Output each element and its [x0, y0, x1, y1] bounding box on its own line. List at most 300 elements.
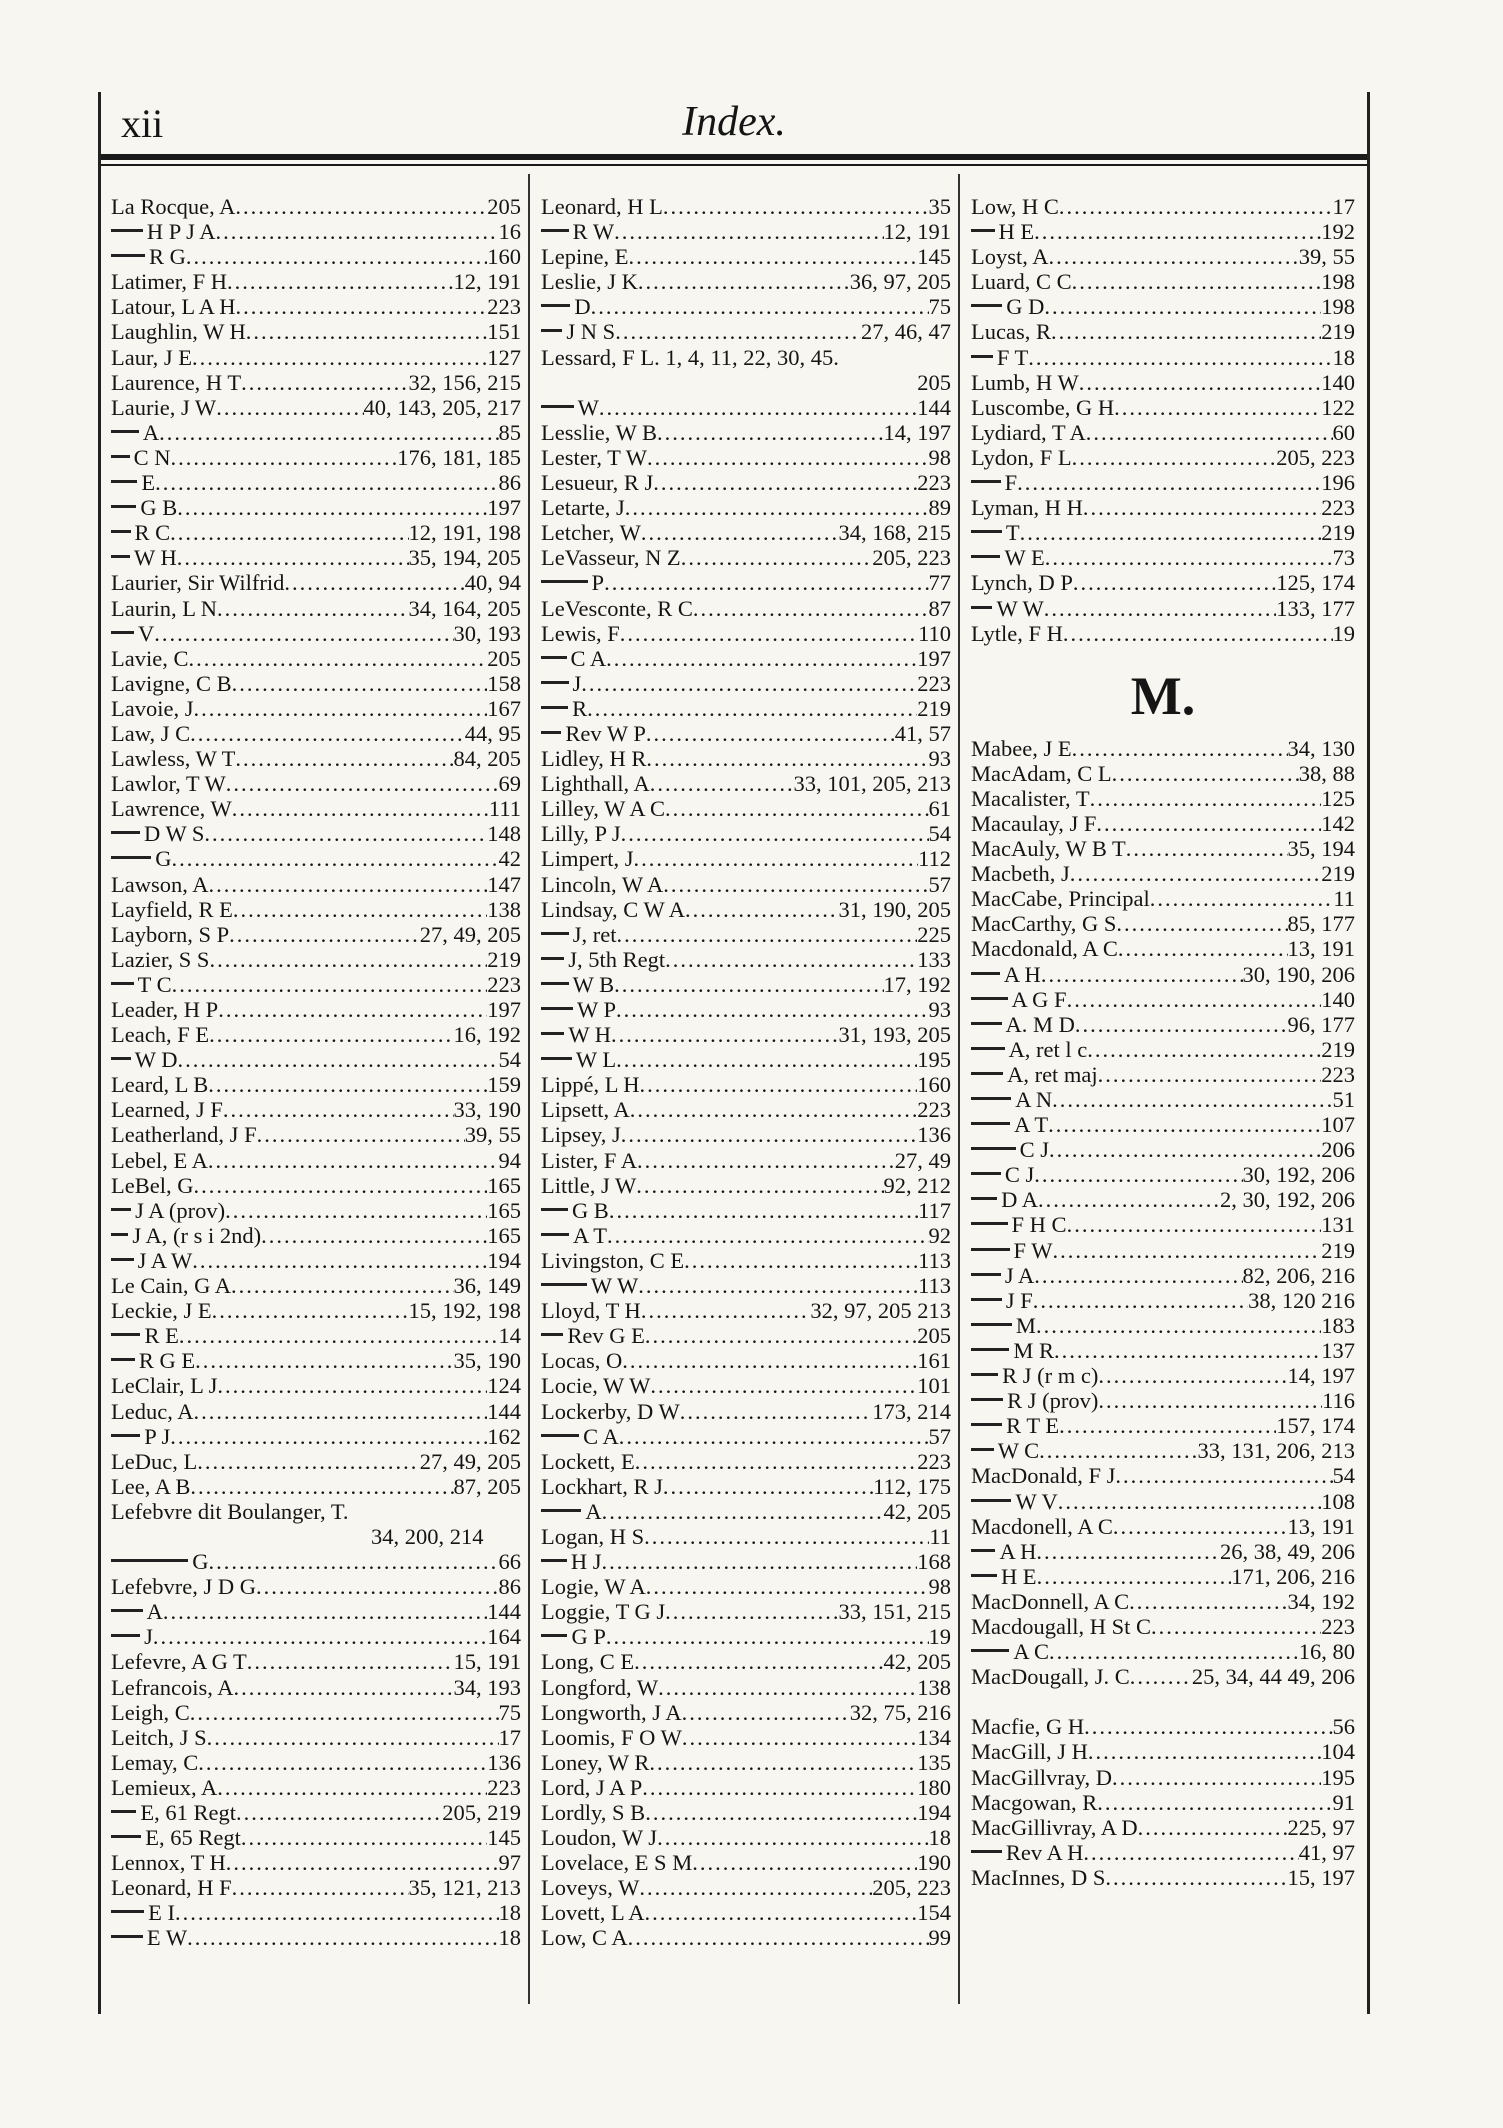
index-entry — [971, 836, 1355, 861]
entry-name: V — [138, 620, 155, 646]
entry-pages: 205 — [487, 645, 521, 671]
dot-leader — [625, 495, 929, 520]
index-entry — [971, 1338, 1355, 1363]
entry-name: Lawson, A — [111, 871, 209, 897]
index-entry — [111, 520, 521, 545]
entry-name: Lilly, P J — [541, 821, 621, 847]
dot-leader — [177, 545, 409, 570]
dot-leader — [233, 897, 487, 922]
entry-pages: 41, 57 — [894, 720, 951, 746]
entry-name: Loveys, W — [541, 1875, 640, 1901]
dot-leader — [1126, 836, 1288, 861]
dot-leader — [226, 1850, 499, 1875]
entry-name: T C — [137, 971, 172, 997]
entry-name: Lefebvre dit Boulanger, T. — [111, 1498, 349, 1524]
entry-pages: 42 — [498, 846, 521, 872]
entry-pages: 86 — [498, 470, 521, 496]
index-entry — [541, 696, 951, 721]
entry-name: Logan, H S — [541, 1523, 645, 1549]
entry-name: F H C — [1011, 1212, 1067, 1238]
index-entry — [971, 1714, 1355, 1739]
dot-leader — [663, 1474, 873, 1499]
entry-pages: 93 — [928, 746, 951, 772]
ditto-dash — [111, 856, 151, 859]
index-entry — [971, 1363, 1355, 1388]
index-entry — [111, 219, 521, 244]
dot-leader — [177, 1047, 498, 1072]
entry-pages: 15, 191 — [453, 1649, 521, 1675]
entry-pages: 107 — [1321, 1112, 1355, 1138]
entry-name: Lawless, W T — [111, 746, 236, 772]
entry-name: J A, (r s i 2nd) — [132, 1222, 262, 1248]
index-entry — [971, 1614, 1355, 1639]
index-entry — [111, 721, 521, 746]
entry-pages: 223 — [917, 1448, 951, 1474]
entry-name: Leonard, H F — [111, 1875, 232, 1901]
index-entry — [541, 1875, 951, 1900]
dot-leader — [1098, 1388, 1322, 1413]
entry-name: Leader, H P — [111, 997, 219, 1022]
index-entry — [971, 495, 1355, 520]
entry-pages: 135 — [917, 1749, 951, 1775]
entry-pages: 25, 34, 44 49, 206 — [1191, 1664, 1355, 1690]
dot-leader — [599, 395, 917, 420]
entry-pages: 223 — [1321, 495, 1355, 521]
dot-leader — [1138, 1815, 1288, 1840]
entry-pages: 89 — [928, 495, 951, 521]
entry-pages: 17 — [498, 1724, 521, 1750]
dot-leader — [663, 194, 929, 219]
entry-pages: 42, 205 — [883, 1649, 951, 1675]
ditto-dash — [111, 1910, 144, 1913]
entry-pages: 122 — [1321, 394, 1355, 420]
index-entry — [111, 671, 521, 696]
index-entry — [111, 922, 521, 947]
index-entry — [111, 420, 521, 445]
entry-name: W W — [590, 1273, 639, 1299]
entry-pages: 195 — [1321, 1764, 1355, 1790]
entry-pages: 162 — [487, 1423, 521, 1449]
entry-pages: 34, 192 — [1287, 1588, 1355, 1614]
ditto-dash — [111, 1835, 141, 1838]
entry-pages: 87 — [928, 595, 951, 621]
ditto-dash — [111, 1434, 140, 1437]
entry-pages: 98 — [928, 1574, 951, 1600]
entry-name: W D — [134, 1047, 178, 1073]
index-entry — [111, 1173, 521, 1198]
ditto-dash — [541, 304, 570, 307]
index-entry — [971, 911, 1355, 936]
entry-pages: 39, 55 — [464, 1122, 521, 1148]
entry-name: J — [144, 1624, 153, 1650]
index-entry — [971, 1288, 1355, 1313]
entry-pages: 36, 97, 205 — [849, 269, 951, 295]
dot-leader — [1088, 1739, 1321, 1764]
dot-leader — [159, 420, 498, 445]
entry-name: Learned, J F — [111, 1097, 223, 1123]
entry-pages: 35, 121, 213 — [408, 1875, 521, 1901]
entry-name: E, 65 Regt — [145, 1825, 241, 1851]
entry-name: Lilley, W A C — [541, 796, 665, 822]
ditto-dash — [541, 957, 564, 960]
entry-pages: 225, 97 — [1287, 1814, 1355, 1840]
entry-pages: 161 — [917, 1348, 951, 1374]
entry-name: J, ret — [572, 921, 617, 947]
entry-name: Leckie, J E — [111, 1298, 212, 1324]
index-entry — [541, 1173, 951, 1198]
index-entry — [111, 972, 521, 997]
dot-leader — [1044, 596, 1277, 621]
entry-name: G — [192, 1549, 209, 1575]
entry-pages: 223 — [487, 971, 521, 997]
ditto-dash — [541, 580, 588, 583]
entry-name: Lebel, E A — [111, 1147, 208, 1173]
dot-leader — [604, 570, 928, 595]
index-entry — [111, 997, 521, 1022]
dot-leader — [657, 1825, 928, 1850]
entry-pages: 205 — [487, 194, 521, 219]
dot-leader — [581, 671, 917, 696]
entry-name: H J — [570, 1549, 602, 1575]
ditto-dash — [541, 329, 562, 332]
dot-leader — [1051, 319, 1321, 344]
ditto-dash — [971, 1850, 1002, 1853]
ditto-dash — [971, 1298, 1002, 1301]
dot-leader — [1098, 1062, 1322, 1087]
dot-leader — [614, 972, 883, 997]
index-entry — [971, 1062, 1355, 1087]
header-rule — [101, 154, 1367, 160]
entry-name: R T E — [1006, 1413, 1060, 1439]
ditto-dash — [971, 355, 993, 358]
entry-pages: 87, 205 — [453, 1473, 521, 1499]
entry-pages: 69 — [498, 771, 521, 797]
entry-name: Layfield, R E — [111, 896, 233, 922]
entry-name: Latour, L A H — [111, 294, 236, 320]
dot-leader — [236, 294, 488, 319]
entry-pages: 27, 46, 47 — [861, 319, 951, 345]
entry-pages: 140 — [1321, 369, 1355, 395]
index-entry — [111, 1424, 521, 1449]
dot-leader — [1052, 1087, 1332, 1112]
index-entry — [111, 470, 521, 495]
entry-pages: 219 — [1321, 861, 1355, 887]
entry-pages: 138 — [487, 896, 521, 922]
index-entry — [971, 736, 1355, 761]
dot-leader — [630, 1097, 918, 1122]
entry-pages: 35, 194 — [1287, 836, 1355, 862]
entry-name: A H — [1003, 961, 1041, 987]
index-entry — [541, 1850, 951, 1875]
entry-pages: 15, 192, 198 — [408, 1298, 521, 1324]
ditto-dash — [541, 1634, 567, 1637]
dot-leader — [1049, 244, 1299, 269]
dot-leader — [616, 922, 917, 947]
entry-pages: 205, 223 — [872, 545, 951, 571]
index-entry — [111, 269, 521, 294]
entry-name: Lovelace, E S M — [541, 1850, 693, 1876]
dot-leader — [225, 1198, 487, 1223]
entry-name: A H — [999, 1538, 1037, 1564]
index-entry — [541, 646, 951, 671]
entry-pages: 205 — [917, 369, 951, 395]
entry-name: R G E — [138, 1348, 196, 1374]
entry-pages: 173, 214 — [872, 1398, 951, 1424]
entry-name: C N — [133, 444, 171, 470]
index-entry — [541, 420, 951, 445]
entry-name: J A (prov) — [135, 1197, 226, 1223]
dot-leader — [1118, 936, 1288, 961]
entry-name: W C — [997, 1438, 1040, 1464]
dot-leader — [634, 1649, 883, 1674]
ditto-dash — [111, 1208, 131, 1211]
index-entry — [971, 219, 1355, 244]
index-entry — [111, 1248, 521, 1273]
entry-name: Loggie, T G J — [541, 1599, 666, 1625]
entry-pages: 136 — [917, 1122, 951, 1148]
entry-name: Macaulay, J F — [971, 810, 1097, 836]
ditto-dash — [971, 1197, 997, 1200]
entry-name: 34, 200, 214 — [371, 1523, 484, 1549]
dot-leader — [657, 420, 883, 445]
entry-name: Lord, J A P — [541, 1774, 643, 1800]
dot-leader — [190, 1700, 499, 1725]
dot-leader — [155, 470, 498, 495]
entry-name: Lytle, F H — [971, 620, 1063, 646]
ditto-dash — [971, 1373, 998, 1376]
entry-name: W H — [568, 1022, 612, 1048]
entry-name: Lindsay, C W A — [541, 896, 685, 922]
entry-pages: 11 — [929, 1523, 951, 1549]
dot-leader — [209, 872, 488, 897]
ditto-dash — [111, 505, 136, 508]
dot-leader — [638, 1273, 918, 1298]
entry-name: F — [1004, 470, 1018, 496]
entry-pages: 117 — [918, 1197, 951, 1223]
entry-name: C J — [1004, 1162, 1035, 1188]
entry-name: Longworth, J A — [541, 1699, 682, 1725]
index-entry — [111, 696, 521, 721]
index-entry — [111, 1775, 521, 1800]
dot-leader — [1059, 194, 1333, 219]
entry-pages: 112 — [918, 846, 951, 872]
ditto-dash — [971, 530, 1002, 533]
dot-leader — [1098, 1363, 1287, 1388]
dot-leader — [628, 244, 917, 269]
index-entry — [971, 194, 1355, 219]
dot-leader — [682, 1725, 917, 1750]
entry-pages: 194 — [487, 1247, 521, 1273]
ditto-dash — [111, 1258, 134, 1261]
entry-pages: 223 — [917, 670, 951, 696]
ditto-dash — [111, 1810, 136, 1813]
dot-leader — [616, 997, 929, 1022]
entry-pages: 223 — [917, 470, 951, 496]
column-divider — [958, 174, 960, 2004]
index-entry — [971, 1037, 1355, 1062]
index-entry — [111, 194, 521, 219]
dot-leader — [650, 771, 794, 796]
dot-leader — [591, 294, 929, 319]
index-entry — [541, 1549, 951, 1574]
ditto-dash — [541, 706, 568, 709]
entry-name: D A — [1001, 1187, 1038, 1213]
index-entry — [541, 1223, 951, 1248]
ditto-dash — [541, 1509, 581, 1512]
entry-name: W W — [996, 595, 1044, 621]
entry-name: Lesueur, R J — [541, 470, 654, 496]
entry-pages: 97 — [498, 1850, 521, 1876]
index-entry — [971, 1865, 1355, 1890]
dot-leader — [1112, 761, 1299, 786]
entry-pages: 134 — [917, 1724, 951, 1750]
entry-pages: 18 — [1332, 344, 1355, 370]
index-entry — [971, 1815, 1355, 1840]
dot-leader — [635, 1449, 918, 1474]
entry-pages: 40, 143, 205, 217 — [363, 394, 521, 420]
index-entry — [971, 345, 1355, 370]
index-entry — [111, 1800, 521, 1825]
entry-pages: 99 — [928, 1925, 951, 1951]
index-entry — [541, 1122, 951, 1147]
entry-name: Logie, W A — [541, 1574, 646, 1600]
entry-pages: 27, 49, 205 — [419, 1448, 521, 1474]
dot-leader — [172, 972, 488, 997]
index-entry — [111, 1474, 521, 1499]
dot-leader — [633, 846, 918, 871]
index-entry — [111, 1072, 521, 1097]
index-entry — [971, 420, 1355, 445]
entry-pages: 30, 192, 206 — [1242, 1162, 1355, 1188]
entry-name: Loyst, A — [971, 244, 1049, 270]
entry-name: MacDougall, J. C — [971, 1664, 1130, 1690]
entry-pages: 148 — [487, 821, 521, 847]
entry-name: G D — [1006, 294, 1045, 320]
entry-pages: 144 — [487, 1398, 521, 1424]
dot-leader — [190, 1474, 453, 1499]
entry-name: Leigh, C — [111, 1699, 190, 1725]
dot-leader — [619, 1424, 929, 1449]
index-entry — [971, 1087, 1355, 1112]
dot-leader — [628, 1925, 929, 1950]
entry-name: E, 61 Regt — [140, 1800, 236, 1825]
entry-pages: 19 — [1332, 620, 1355, 646]
index-entry — [971, 1388, 1355, 1413]
index-entry — [111, 294, 521, 319]
ditto-dash — [111, 1233, 128, 1236]
ditto-dash — [971, 555, 1000, 558]
index-entry — [971, 294, 1355, 319]
entry-pages: 82, 206, 216 — [1242, 1262, 1355, 1288]
index-entry — [971, 1765, 1355, 1790]
index-page — [98, 92, 1370, 2014]
entry-pages: 125, 174 — [1276, 570, 1355, 596]
index-entry — [111, 897, 521, 922]
ditto-dash — [541, 1434, 579, 1437]
entry-pages: 165 — [487, 1222, 521, 1248]
entry-name: Luard, C C — [971, 269, 1072, 295]
dot-leader — [587, 696, 917, 721]
entry-name: H E — [1000, 1563, 1037, 1589]
entry-pages: 164 — [487, 1624, 521, 1650]
entry-pages: 34, 130 — [1287, 735, 1355, 761]
entry-name: H E — [998, 219, 1035, 245]
entry-pages: 35, 194, 205 — [408, 545, 521, 571]
ditto-dash — [541, 1283, 587, 1286]
entry-name: Lesslie, W B — [541, 419, 658, 445]
dot-leader — [1036, 1539, 1220, 1564]
ditto-dash — [541, 982, 569, 985]
entry-name: Low, C A — [541, 1925, 628, 1951]
index-entry — [541, 771, 951, 796]
dot-leader — [1072, 736, 1288, 761]
ditto-dash — [971, 1022, 1002, 1025]
index-entry — [541, 1298, 951, 1323]
dot-leader — [1049, 1137, 1321, 1162]
ditto-dash — [541, 1007, 573, 1010]
dot-leader — [233, 1675, 453, 1700]
dot-leader — [621, 821, 929, 846]
dot-leader — [638, 269, 850, 294]
index-entry — [971, 370, 1355, 395]
index-entry — [541, 345, 951, 370]
index-entry — [971, 445, 1355, 470]
dot-leader — [179, 1323, 499, 1348]
entry-pages: 190 — [917, 1850, 951, 1876]
index-entry — [111, 345, 521, 370]
index-entry — [971, 962, 1355, 987]
entry-pages: 85 — [498, 419, 521, 445]
entry-pages: 108 — [1321, 1488, 1355, 1514]
dot-leader — [665, 796, 929, 821]
ditto-dash — [541, 731, 561, 734]
index-entry — [971, 1790, 1355, 1815]
entry-pages: 110 — [918, 620, 951, 646]
entry-name: Leslie, J K — [541, 269, 638, 295]
entry-name: Lidley, H R — [541, 746, 647, 772]
entry-pages: 225 — [917, 921, 951, 947]
dot-leader — [241, 1825, 487, 1850]
entry-name: MacDonald, F J — [971, 1463, 1116, 1489]
dot-leader — [646, 721, 895, 746]
entry-name: R G — [148, 244, 186, 270]
dot-leader — [1073, 570, 1276, 595]
entry-pages: 38, 88 — [1298, 760, 1355, 786]
index-column-3 — [971, 194, 1355, 1890]
dot-leader — [187, 1925, 498, 1950]
dot-leader — [645, 1323, 917, 1348]
dot-leader — [1097, 1790, 1332, 1815]
ditto-dash — [971, 1147, 1016, 1150]
entry-pages: 157, 174 — [1276, 1413, 1355, 1439]
entry-name: Laughlin, W H — [111, 319, 246, 345]
entry-pages: 219 — [917, 695, 951, 721]
index-entry — [971, 786, 1355, 811]
dot-leader — [197, 1449, 420, 1474]
entry-name: W L — [575, 1047, 617, 1073]
dot-leader — [198, 1750, 487, 1775]
entry-name: J N S — [566, 319, 616, 345]
dot-leader — [163, 1599, 487, 1624]
index-entry — [541, 1925, 951, 1950]
entry-name: LeDuc, L — [111, 1448, 198, 1474]
ditto-dash — [111, 1057, 131, 1060]
index-entry — [541, 1273, 951, 1298]
entry-pages: 33, 190 — [453, 1097, 521, 1123]
dot-leader — [1087, 1037, 1321, 1062]
ditto-dash — [971, 1499, 1011, 1502]
ditto-dash — [971, 304, 1002, 307]
